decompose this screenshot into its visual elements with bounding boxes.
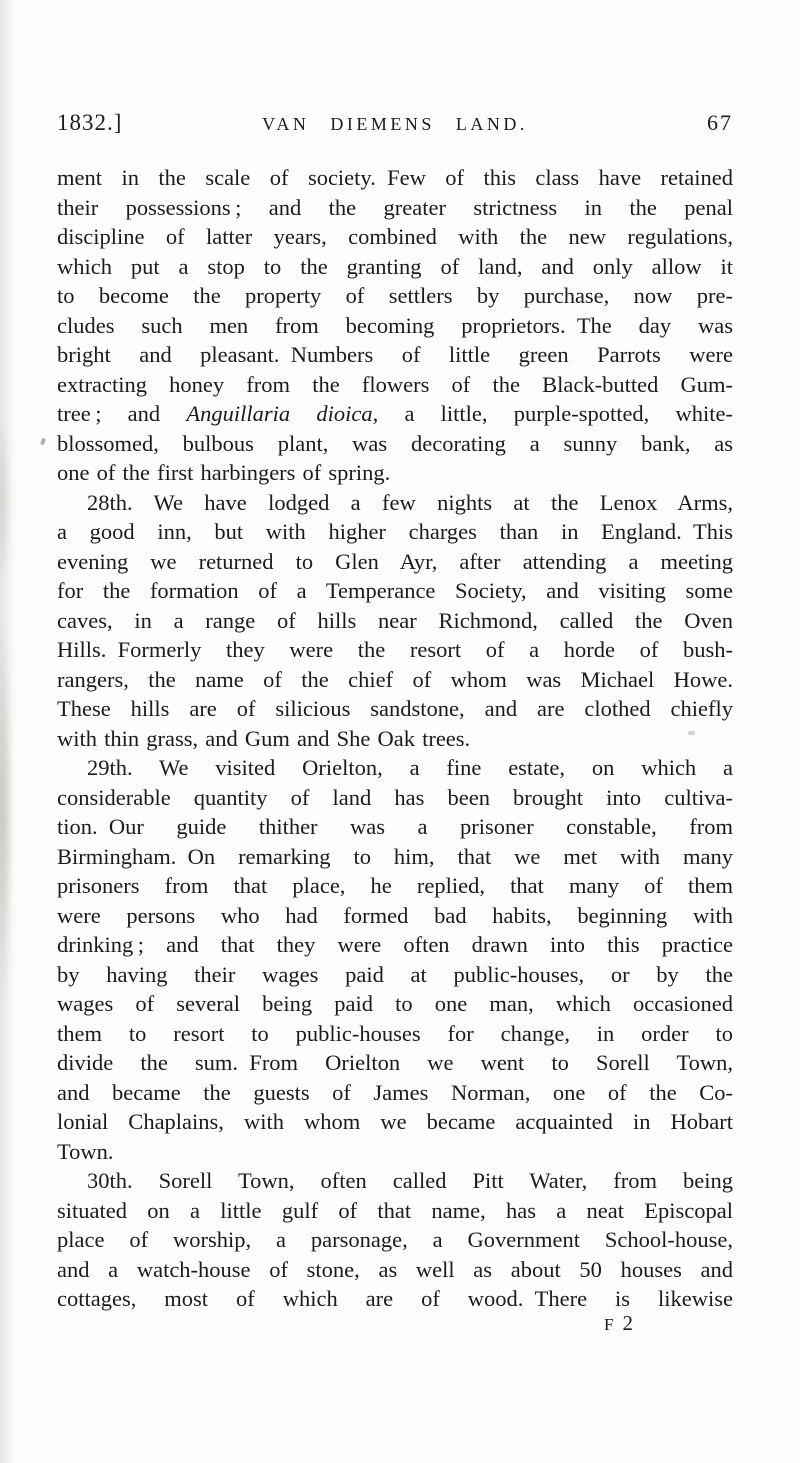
text-line: extracting honey from the flowers of the Black-butted Gum- [57, 371, 733, 397]
text-line: considerable quantity of land has been brought into cultiva- [57, 784, 733, 810]
text-line: were persons who had formed bad habits, beginning with [57, 902, 733, 928]
text-line: bright and pleasant. Numbers of little green Parrots were [57, 342, 733, 367]
text-line: prisoners from that place, he replied, that many of them [57, 873, 733, 898]
text-line: cludes such men from becoming proprietors. The day was [57, 312, 733, 338]
header-year: 1832.] [57, 110, 123, 135]
text-line: 28th. We have lodged a few nights at the Lenox Arms, [87, 489, 733, 515]
text-line: ment in the scale of society. Few of this class have retained [57, 165, 733, 190]
text-line: drinking ; and that they were often drawn into this practice [57, 932, 733, 957]
text-line: 29th. We visited Orielton, a fine estate, on which a [87, 755, 733, 780]
signature-number: 2 [622, 1311, 633, 1335]
paragraph [57, 753, 733, 1166]
text-line: Birmingham. On remarking to him, that we met with many [57, 843, 733, 869]
text-line: evening we returned to Glen Ayr, after attending a meeting [57, 548, 733, 574]
text-line: divide the sum. From Orielton we went to Sorell Town, [57, 1050, 733, 1075]
text-line: and became the guests of James Norman, one of the Co- [57, 1079, 733, 1105]
scan-smudge [0, 610, 13, 1010]
text-line: which put a stop to the granting of land, and only allow it [57, 253, 733, 279]
ink-speck [40, 438, 46, 446]
text-line: one of the first harbingers of spring. [57, 460, 391, 485]
text-line: situated on a little gulf of that name, has a neat Episcopal [57, 1197, 733, 1223]
page-number: 67 [707, 110, 733, 135]
paragraph [57, 1166, 733, 1314]
text-line: tion. Our guide thither was a prisoner constable, from [57, 814, 733, 839]
scan-smudge [0, 415, 11, 585]
text-line: Town. [57, 1138, 114, 1164]
text-line: to become the property of settlers by purchase, now pre- [57, 283, 733, 308]
text-line: their possessions ; and the greater strictness in the penal [57, 194, 733, 220]
text-line: lonial Chaplains, with whom we became acquainted in Hobart [57, 1109, 733, 1134]
text-line: Hills. Formerly they were the resort of a horde of bush- [57, 637, 733, 662]
text-line: them to resort to public-houses for change, in order to [57, 1020, 733, 1046]
text-line: a good inn, but with higher charges than in England. This [57, 519, 733, 544]
paragraph [57, 488, 733, 754]
text-line: and a watch-house of stone, as well as about 50 houses and [57, 1256, 733, 1282]
running-header [57, 110, 733, 142]
text-line: tree ; and Anguillaria dioica, a little, purple-spotted, white- [57, 401, 734, 426]
text-line: for the formation of a Temperance Society, and visiting some [57, 578, 733, 603]
running-title: VAN DIEMENS LAND. [262, 114, 528, 134]
scan-edge-shadow [0, 0, 16, 1463]
text-line: cottages, most of which are of wood. There is likewise [57, 1286, 733, 1311]
text-line: These hills are of silicious sandstone, and are clothed chiefly [57, 696, 733, 721]
text-line: wages of several being paid to one man, which occasioned [57, 991, 733, 1016]
text-line: blossomed, bulbous plant, was decorating a sunny bank, as [57, 430, 733, 456]
text-line: caves, in a range of hills near Richmond, called the Oven [57, 607, 733, 633]
paragraph [57, 163, 733, 488]
text-line: 30th. Sorell Town, often called Pitt Water, from being [87, 1168, 733, 1193]
text-block [57, 163, 733, 1314]
text-line: rangers, the name of the chief of whom was Michael Howe. [57, 666, 733, 692]
text-line: discipline of latter years, combined with the new regulations, [57, 224, 733, 249]
text-line: with thin grass, and Gum and She Oak trees. [57, 725, 471, 751]
signature-mark [57, 1311, 733, 1336]
signature-letter: F [604, 1315, 615, 1334]
text-line: by having their wages paid at public-houses, or by the [57, 961, 733, 987]
text-line: place of worship, a parsonage, a Government School-house, [57, 1227, 733, 1252]
